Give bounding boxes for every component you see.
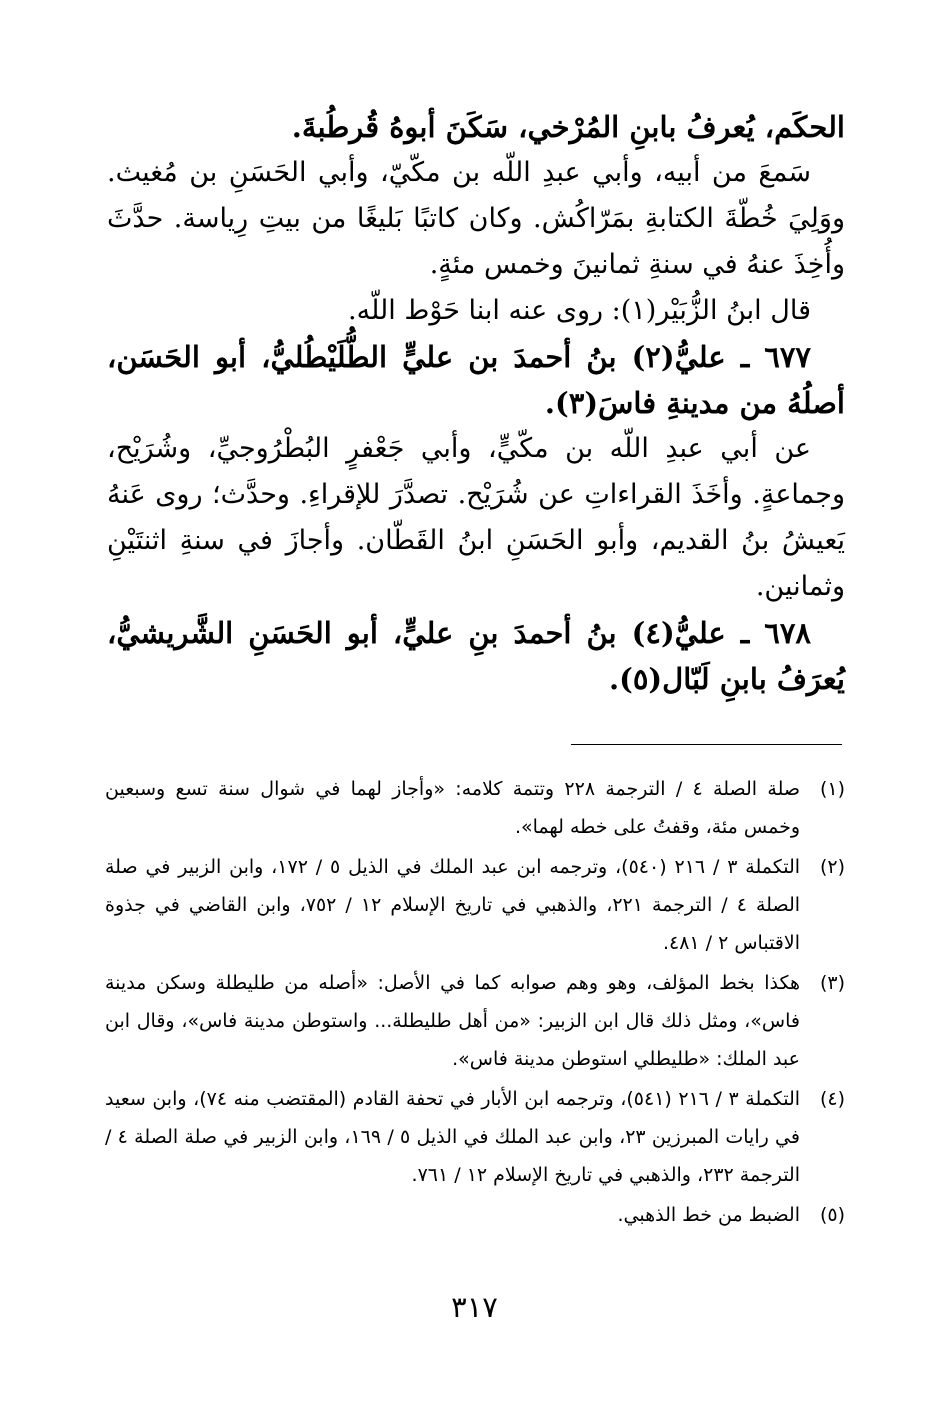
paragraph-quote: قال ابنُ الزُّبَيْر(١): روى عنه ابنا حَوْط اللّه.	[348, 295, 811, 326]
main-text	[107, 104, 845, 702]
footnote-number: (٣)	[819, 972, 845, 994]
paragraph-entry-677: عن أبي عبدِ اللّه بن مكّيٍّ، وأبي جَعْفرٍ البُطْرُوجيِّ، وشُرَيْح، وجماعةٍ. وأخَذَ القراءاتِ عن شُرَيْح. تصدَّرَ للإقراءِ. وحدَّث؛ روى عَنهُ يَعيشُ بنُ القديم، وأبو الحَسَنِ ابنُ القَطّان. وأجازَ في سنةِ اثنتَيْنِ وثمانين.	[107, 433, 845, 602]
footnote-text: الضبط من خط الذهبي.	[617, 1204, 800, 1226]
footnote-number: (٥)	[819, 1204, 845, 1226]
entry-title: عليُّ(٤) بنُ أحمدَ بنِ عليٍّ، أبو الحَسَنِ الشَّريشيُّ، يُعرَفُ بابنِ لَبّال(٥).	[107, 616, 845, 696]
footnote-text: صلة الصلة ٤ / الترجمة ٢٢٨ وتتمة كلامه: «وأجاز لهما في شوال سنة تسع وسبعين وخمس مئة، وقفتُ على خطه لهما».	[105, 778, 800, 838]
footnote-text: التكملة ٣ / ٢١٦ (٥٤١)، وترجمه ابن الأبار في تحفة القادم (المقتضب منه ٧٤)، وابن سعيد في رايات المبرزين ٢٣، وابن عبد الملك في الذيل ٥ / ١٦٩، وابن الزبير في صلة الصلة ٤ / الترجمة ٢٣٢، والذهبي في تاريخ الإسلام ١٢ / ٧٦١.	[105, 1088, 801, 1186]
footnote-text: هكذا بخط المؤلف، وهو وهم صوابه كما في الأصل: «أصله من طليطلة وسكن مدينة فاس»، ومثل ذلك قال ابن الزبير: «من أهل طليطلة... واستوطن مدينة فاس»، وقال ابن عبد الملك: «طليطلي استوطن مدينة فاس».	[105, 972, 800, 1070]
footnote-item	[105, 848, 845, 962]
entry-title: عليُّ(٢) بنُ أحمدَ بن عليٍّ الطُّلَيْطُليُّ، أبو الحَسَن، أصلُهُ من مدينةِ فاسَ(٣).	[107, 340, 845, 420]
footnote-item	[105, 770, 845, 846]
paragraph-biography: سَمعَ من أبيه، وأبي عبدِ اللّه بن مكّيّ، وأبي الحَسَنِ بن مُغيث. ووَلِيَ خُطّةَ الكتابةِ بمَرّاكُش. وكان كاتبًا بَليغًا من بيتِ رِياسة. حدَّثَ وأُخِذَ عنهُ في سنةِ ثمانينَ وخمس مئةٍ.	[107, 157, 845, 280]
footnote-item	[105, 1080, 845, 1194]
footnote-number: (٤)	[819, 1088, 845, 1110]
footnote-number: (٢)	[819, 856, 845, 878]
entry-heading-continued: الحكَم، يُعرفُ بابنِ المُرْخي، سَكَنَ أبوهُ قُرطُبةَ.	[291, 110, 845, 144]
entry-number: ٦٧٨ ـ	[740, 616, 811, 650]
footnote-separator	[571, 744, 842, 745]
footnote-item	[105, 964, 845, 1078]
entry-heading-678	[107, 610, 845, 702]
page-number: ٣١٧	[451, 1290, 498, 1324]
entry-heading-677	[107, 334, 845, 426]
footnote-item	[105, 1196, 845, 1234]
footnote-text: التكملة ٣ / ٢١٦ (٥٤٠)، وترجمه ابن عبد الملك في الذيل ٥ / ١٧٢، وابن الزبير في صلة الصلة ٤ / الترجمة ٢٢١، والذهبي في تاريخ الإسلام ١٢ / ٧٥٢، وابن القاضي في جذوة الاقتباس ٢ / ٤٨١.	[105, 856, 801, 954]
footnote-number: (١)	[819, 778, 845, 800]
footnotes	[105, 770, 845, 1236]
entry-number: ٦٧٧ ـ	[740, 340, 811, 374]
